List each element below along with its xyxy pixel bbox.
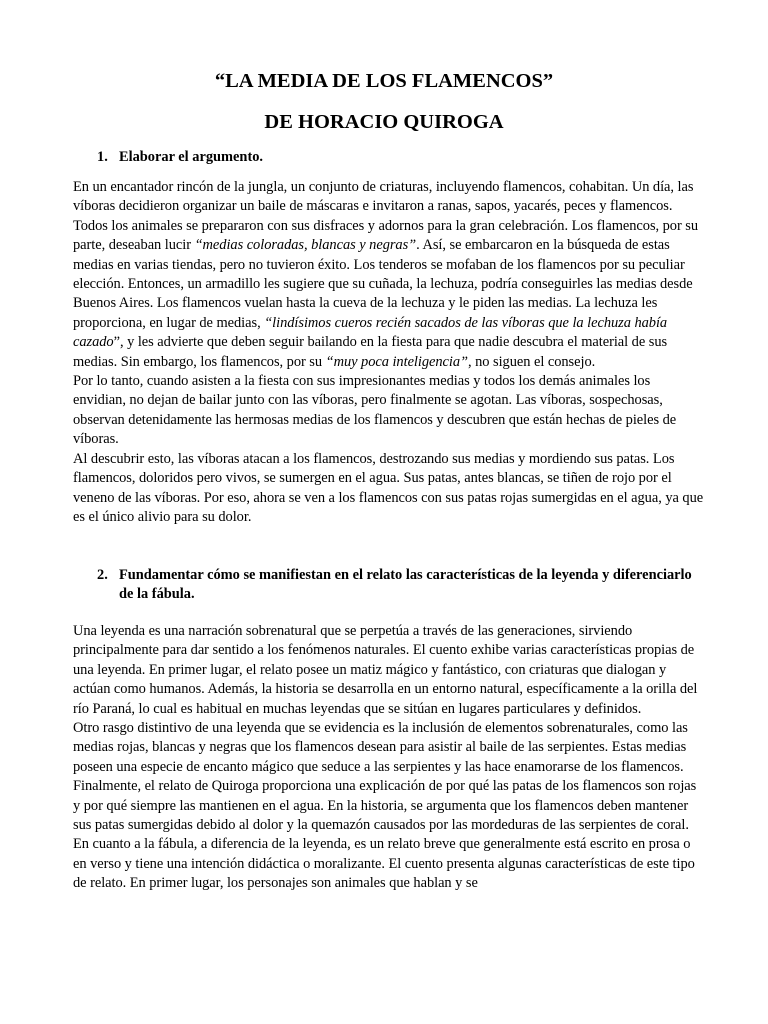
document-title: “LA MEDIA DE LOS FLAMENCOS” [214,70,554,92]
paragraph-text: En un encantador rincón de la jungla, un conjunto de criaturas, incluyendo flamencos, cohabitan. Un día, las víboras decidieron organizar un baile de máscaras e invitaron a ranas, sapos, yacarés, peces y flamencos. Todos los animales se prepararon con sus disfraces y adornos para la gran celebración. Los flamencos, por su parte, deseaban lucir [73,179,699,254]
paragraph: En cuanto a la fábula, a diferencia de la leyenda, es un relato breve que generalmente está escrito en prosa o en verso y tiene una intención didáctica o moralizante. El cuento presenta algunas características de este tipo de relato. En primer lugar, los personajes son animales que hablan y se [73,836,695,892]
section-1-heading-text: Elaborar el argumento. [119,149,264,165]
section-2-heading [97,566,697,605]
section-1-body [73,178,705,527]
paragraph-text: ”, y les advierte que deben seguir bailando en la fiesta para que nadie descubra el material de sus medias. Sin embargo, los flamencos, por su [73,334,668,370]
paragraph: Finalmente, el relato de Quiroga proporciona una explicación de por qué las patas de los flamencos son rojas y por qué siempre las mantienen en el agua. En la historia, se argumenta que los flamencos deben mantener sus patas sumergidas debido al dolor y la quemazón causados por las mordeduras de las serpientes de coral. [73,778,697,834]
quote-text: “medias coloradas, blancas y negras” [194,237,417,254]
quote-text: “muy poca inteligencia” [325,353,469,370]
paragraph: Una leyenda es una narración sobrenatural que se perpetúa a través de las generaciones, sirviendo principalmente para dar sentido a los fenómenos naturales. El cuento exhibe varias características propias de una leyenda. En primer lugar, el relato posee un matiz mágico y fantástico, con criaturas que dialogan y actúan como humanos. Además, la historia se desarrolla en un entorno natural, específicamente a la orilla del río Paraná, lo cual es habitual en muchas leyendas que se sitúan en lugares particulares y definidos. [73,623,698,717]
paragraph [73,178,705,372]
paragraph-text: , no siguen el consejo. [468,353,596,370]
paragraph: Otro rasgo distintivo de una leyenda que se evidencia es la inclusión de elementos sobrenaturales, como las medias rojas, blancas y negras que los flamencos desean para asistir al baile de las serpientes. Estas medias poseen una especie de encanto mágico que seduce a las serpientes y las hace enamorarse de los flamencos. [73,720,688,775]
quote-text: “lindísimos cueros recién sacados de las víboras que la lechuza había cazado [73,314,668,351]
section-1-heading [97,148,697,167]
section-1-number: 1. [97,149,108,165]
section-2-body [73,622,705,894]
document-subtitle-author: DE HORACIO QUIROGA [264,111,504,133]
paragraph: Al descubrir esto, las víboras atacan a los flamencos, destrozando sus medias y mordiendo sus patas. Los flamencos, doloridos pero vivos, se sumergen en el agua. Sus patas, antes blancas, se tiñen de rojo por el veneno de las víboras. Por eso, ahora se ven a los flamencos con sus patas rojas sumergidas en el agua, ya que es el único alivio para su dolor. [73,450,704,525]
section-2-heading-text: Fundamentar cómo se manifiestan en el relato las características de la leyenda y diferenciarlo de la fábula. [119,567,692,603]
paragraph: Por lo tanto, cuando asisten a la fiesta con sus impresionantes medias y todos los demás animales los envidian, no dejan de bailar junto con las víboras, pero finalmente se agotan. Las víboras, sospechosas, observan detenidamente las hermosas medias de los flamencos y descubren que están hechas de pieles de víboras. [73,373,677,448]
section-2-number: 2. [97,567,108,583]
paragraph-text: . Así, se embarcaron en la búsqueda de estas medias en varias tiendas, pero no tuvieron éxito. Los tenderos se mofaban de los flamencos por su peculiar elección. Entonces, un armadillo les sugiere que su cuñada, la lechuza, podría conseguirles las medias desde Buenos Aires. Los flamencos vuelan hasta la cueva de la lechuza y le piden las medias. La lechuza les proporciona, en lugar de medias, [73,237,693,331]
